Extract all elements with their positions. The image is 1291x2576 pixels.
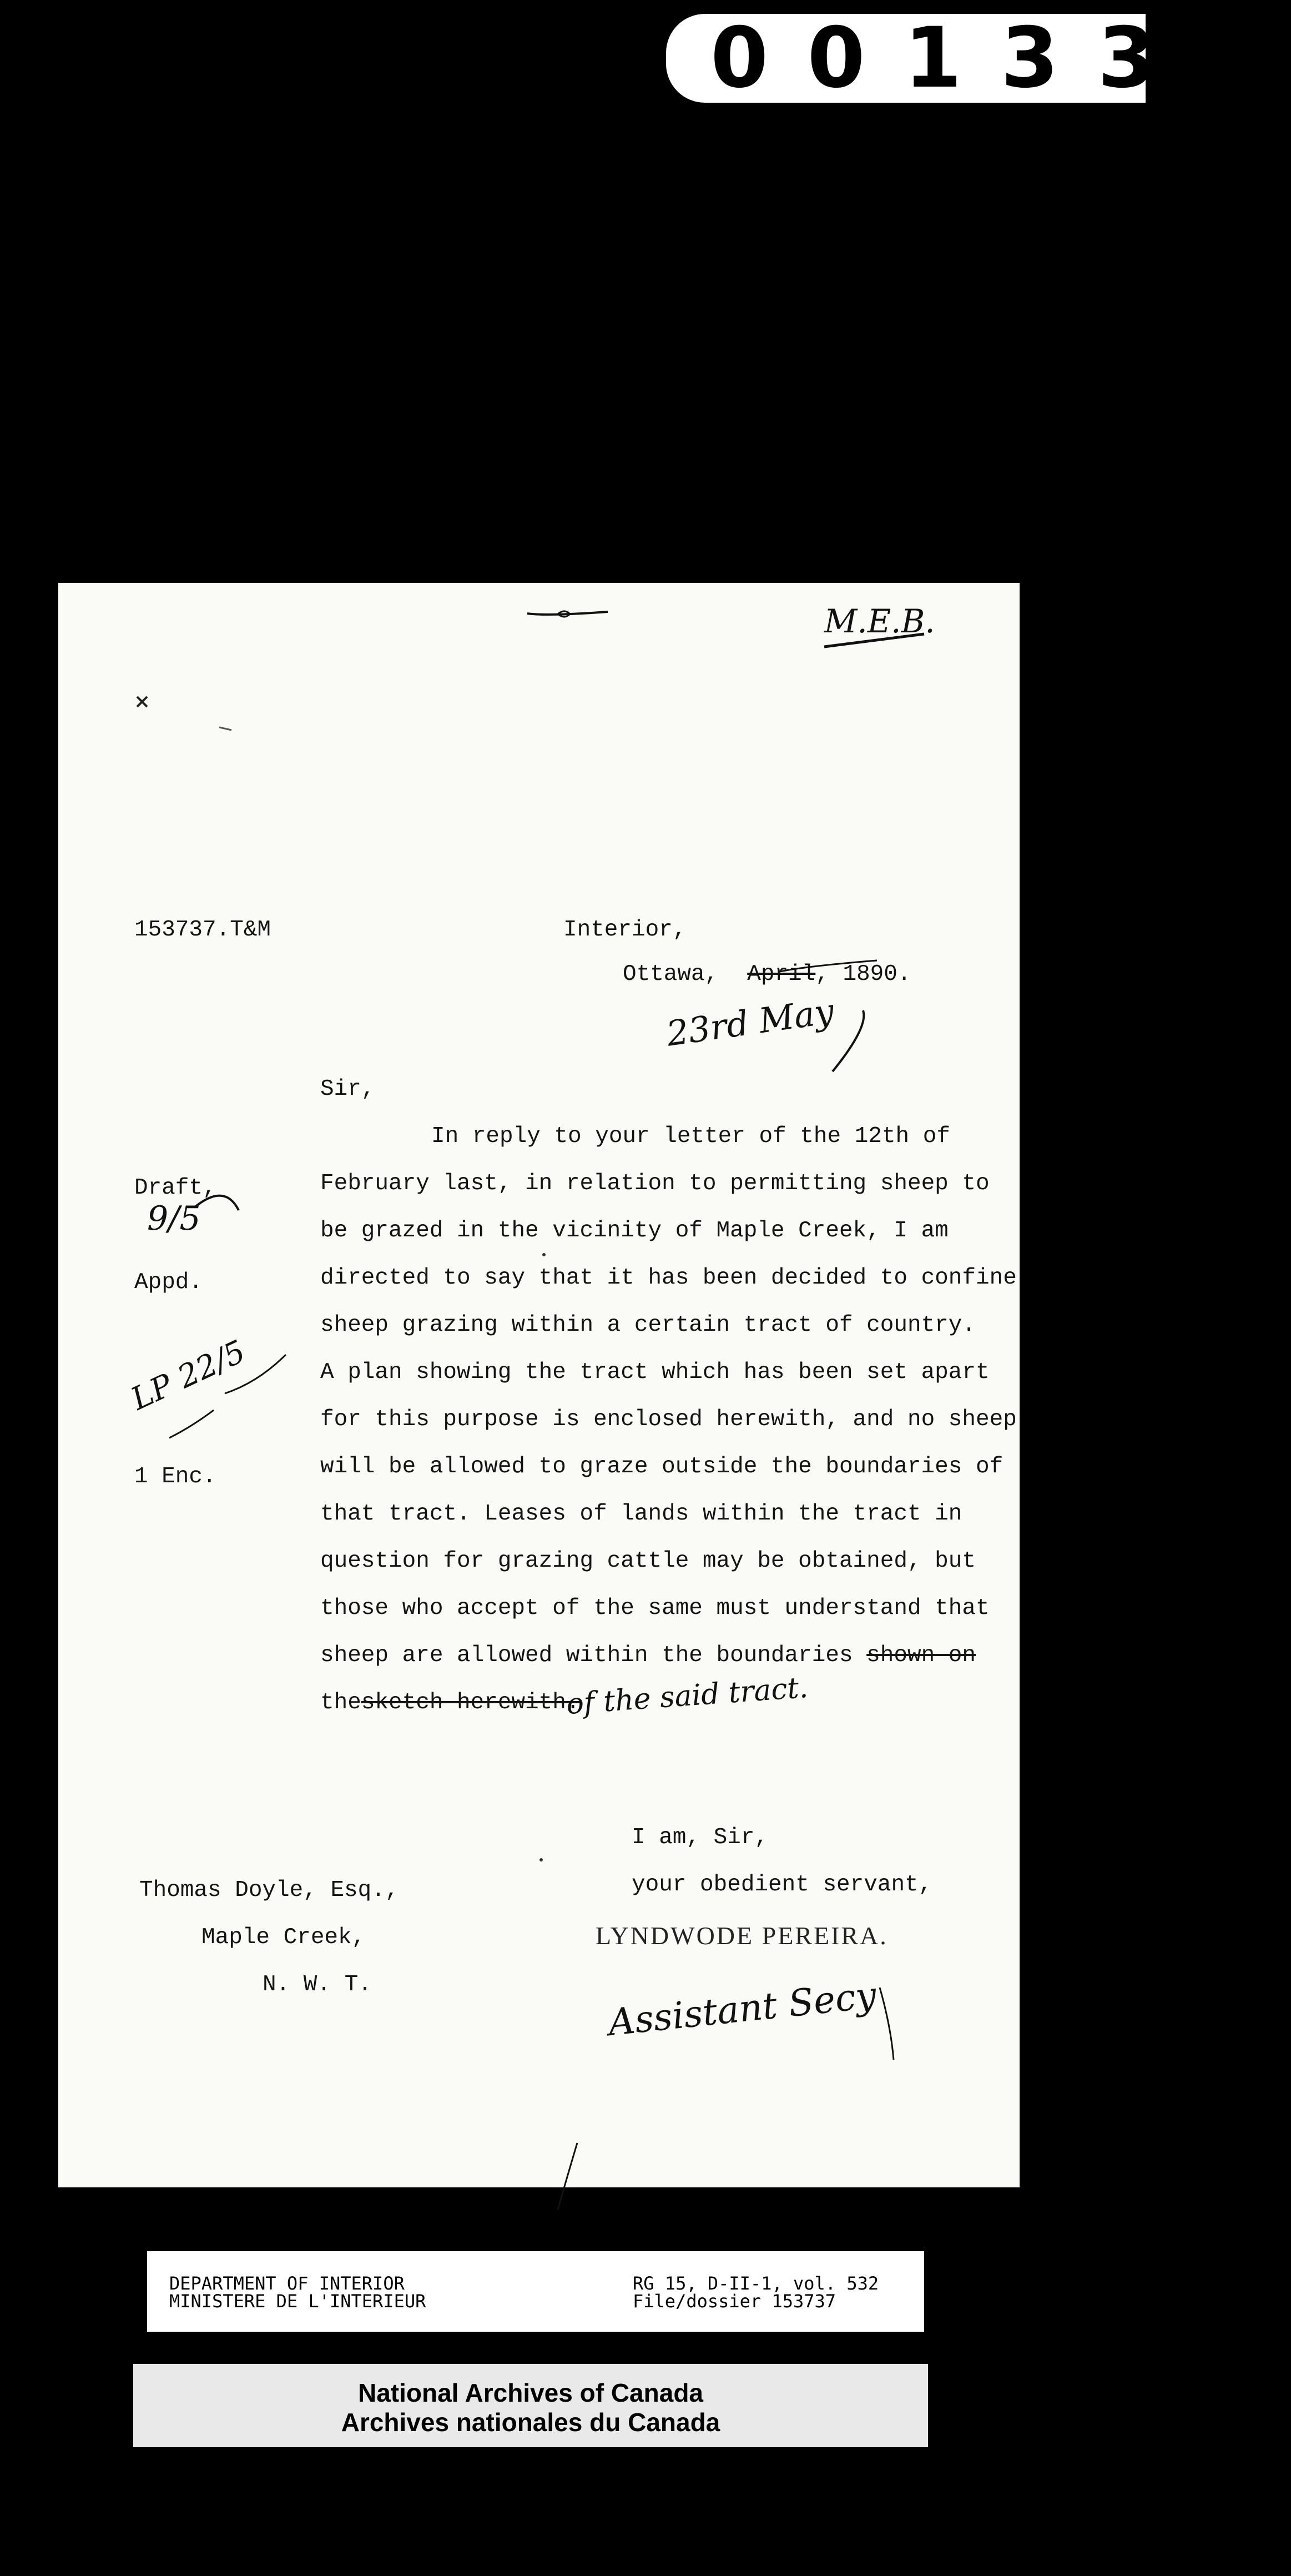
record-group: RG 15, D-II-1, vol. 532 — [633, 2273, 879, 2294]
dept-en: DEPARTMENT OF INTERIOR — [169, 2273, 405, 2294]
body-line-11: those who accept of the same must understand that — [320, 1596, 990, 1621]
body-line-5: sheep grazing within a certain tract of country. — [320, 1312, 976, 1338]
city: Ottawa, — [623, 962, 719, 987]
struck-text: sketch herewith. — [361, 1690, 580, 1715]
file-reference: 153737.T&M — [134, 917, 271, 943]
body-line-9: that tract. Leases of lands within the tract in — [320, 1501, 962, 1527]
margin-enclosures: 1 Enc. — [134, 1464, 216, 1490]
margin-draft: Draft, — [134, 1175, 216, 1201]
body-line-6: A plan showing the tract which has been set apart — [320, 1360, 990, 1385]
body-line-10: question for grazing cattle may be obtained, but — [320, 1548, 976, 1574]
frame-number-tab — [666, 10, 1291, 107]
signature-stamp: LYNDWODE PEREIRA. — [596, 1921, 888, 1950]
archives-banner — [133, 2364, 928, 2447]
file-number: File/dossier 153737 — [633, 2291, 836, 2312]
frame-number: 001334 — [710, 10, 1291, 107]
date-line — [623, 960, 911, 988]
archives-name-en: National Archives of Canada — [357, 2378, 703, 2407]
year: , 1890. — [815, 962, 911, 987]
dept-fr: MINISTERE DE L'INTERIEUR — [169, 2291, 426, 2312]
body-line-3: be grazed in the vicinity of Maple Creek, I am — [320, 1218, 949, 1244]
body-line-4: directed to say that it has been decided to confine — [320, 1265, 1017, 1291]
archives-name-fr: Archives nationales du Canada — [341, 2408, 720, 2437]
addressee-line-2: Maple Creek, — [201, 1925, 366, 1950]
addressee-line-3: N. W. T. — [263, 1972, 372, 1998]
struck-text: shown on — [866, 1643, 976, 1668]
struck-month: April — [747, 962, 816, 987]
handwritten-date: 23rd May — [664, 990, 837, 1054]
archive-reference-label — [147, 2251, 924, 2332]
handwritten-signature: Assistant Secy — [606, 1973, 879, 2045]
body-line-1: In reply to your letter of the 12th of — [431, 1124, 950, 1149]
body-line-13: thesketch herewith. — [320, 1690, 580, 1715]
salutation: Sir, — [320, 1076, 375, 1102]
closing-line-2: your obedient servant, — [632, 1872, 932, 1898]
body-line-7: for this purpose is enclosed herewith, and no sheep — [320, 1407, 1017, 1432]
margin-handwritten-initial-2: LP 22/5 — [125, 1333, 251, 1418]
body-line-8: will be allowed to graze outside the boundaries of — [320, 1454, 1003, 1480]
initials-top: M.E.B. — [824, 602, 935, 640]
body-line-12: sheep are allowed within the boundaries shown on — [320, 1643, 976, 1668]
handwritten-correction: of the said tract. — [565, 1671, 809, 1722]
margin-appd: Appd. — [134, 1270, 203, 1295]
department-line: Interior, — [563, 917, 687, 943]
margin-handwritten-initial: 9/5 — [147, 1199, 201, 1238]
body-line-2: February last, in relation to permitting sheep to — [320, 1171, 990, 1196]
closing-line-1: I am, Sir, — [632, 1825, 769, 1850]
addressee-line-1: Thomas Doyle, Esq., — [139, 1878, 399, 1903]
letter-page — [58, 583, 1020, 2187]
